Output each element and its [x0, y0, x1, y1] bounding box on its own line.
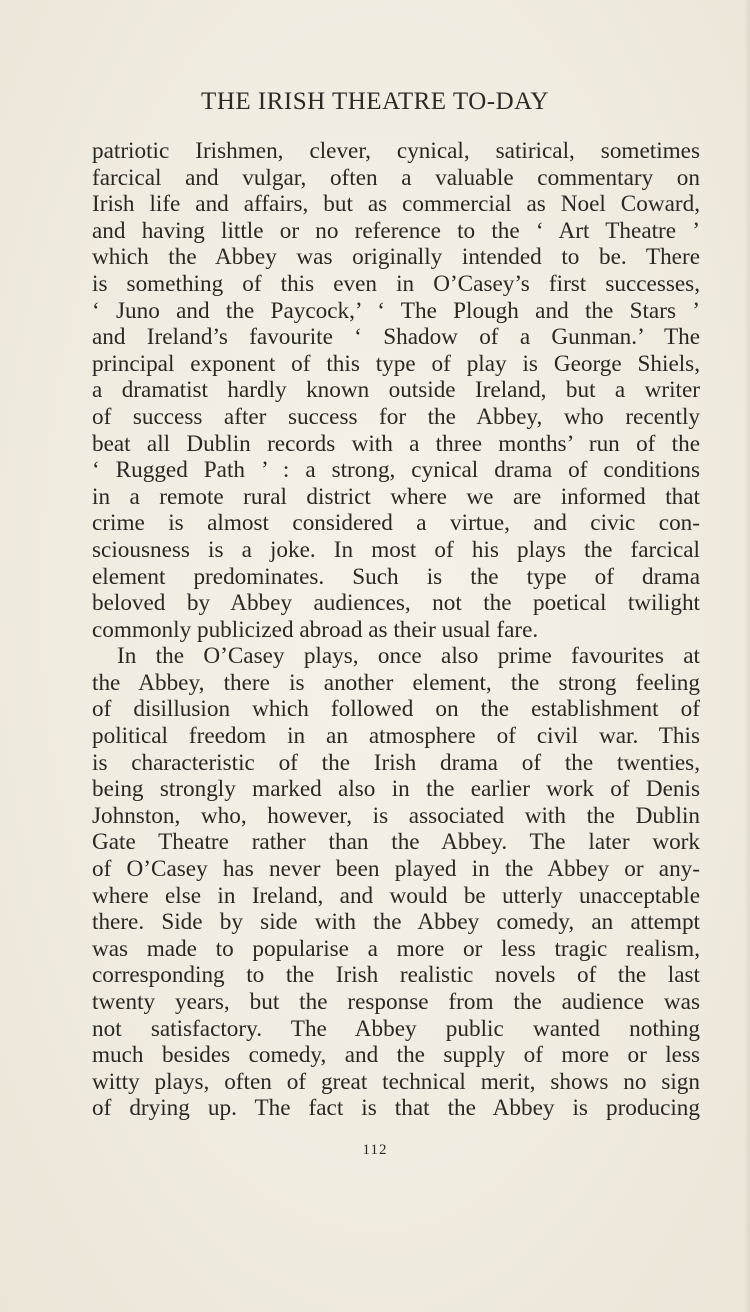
- text-line: sciousness is a joke. In most of his plays the farcical: [92, 536, 700, 563]
- text-line: and having little or no reference to the ‘ Art Theatre ’: [92, 217, 700, 244]
- text-line: a dramatist hardly known outside Ireland, but a writer: [92, 377, 700, 404]
- text-line: Irish life and affairs, but as commercial as Noel Coward,: [92, 191, 700, 218]
- text-line: there. Side by side with the Abbey comedy, an attempt: [92, 909, 700, 936]
- text-line: of O’Casey has never been played in the Abbey or any-: [92, 856, 700, 883]
- running-head: THE IRISH THEATRE TO-DAY: [201, 88, 549, 115]
- text-line: patriotic Irishmen, clever, cynical, satirical, sometimes: [92, 138, 700, 164]
- text-line: being strongly marked also in the earlier work of Denis: [92, 776, 700, 803]
- text-line: corresponding to the Irish realistic novels of the last: [92, 962, 700, 989]
- page-number: 112: [362, 1142, 388, 1158]
- text-line: much besides comedy, and the supply of more or less: [92, 1042, 700, 1069]
- text-line: not satisfactory. The Abbey public wanted nothing: [92, 1015, 700, 1042]
- paragraph-end-line: commonly publicized abroad as their usual fare.: [92, 616, 539, 643]
- text-line: ‘ Juno and the Paycock,’ ‘ The Plough and the Stars ’: [92, 297, 700, 324]
- text-line: ‘ Rugged Path ’ : a strong, cynical drama of conditions: [92, 457, 700, 484]
- text-line: the Abbey, there is another element, the strong feeling: [92, 669, 700, 696]
- text-line: of disillusion which followed on the establishment of: [92, 696, 700, 723]
- text-line: and Ireland’s favourite ‘ Shadow of a Gunman.’ The: [92, 324, 700, 351]
- text-line: which the Abbey was originally intended to be. There: [92, 244, 700, 271]
- text-line: witty plays, often of great technical merit, shows no sign: [92, 1068, 700, 1095]
- text-line: is characteristic of the Irish drama of the twenties,: [92, 749, 700, 776]
- text-line: crime is almost considered a virtue, and civic con-: [92, 510, 700, 537]
- text-line: of drying up. The fact is that the Abbey is producing: [92, 1095, 700, 1122]
- text-line: beat all Dublin records with a three months’ run of the: [92, 430, 700, 457]
- body-text: [92, 138, 700, 1122]
- text-line: where else in Ireland, and would be utterly unacceptable: [92, 882, 700, 909]
- text-line: political freedom in an atmosphere of civil war. This: [92, 723, 700, 750]
- paragraph-start-line: In the O’Casey plays, once also prime favourites at: [117, 643, 700, 670]
- text-line: beloved by Abbey audiences, not the poetical twilight: [92, 590, 700, 617]
- text-line: farcical and vulgar, often a valuable commentary on: [92, 164, 700, 191]
- text-line: is something of this even in O’Casey’s first successes,: [92, 270, 700, 297]
- text-line: was made to popularise a more or less tragic realism,: [92, 935, 700, 962]
- text-line: Gate Theatre rather than the Abbey. The later work: [92, 829, 700, 856]
- text-line: Johnston, who, however, is associated with the Dublin: [92, 802, 700, 829]
- text-line: principal exponent of this type of play is George Shiels,: [92, 350, 700, 377]
- text-line: element predominates. Such is the type of drama: [92, 563, 700, 590]
- page-edge-shadow: [744, 0, 750, 1312]
- text-line: of success after success for the Abbey, who recently: [92, 403, 700, 430]
- text-line: in a remote rural district where we are informed that: [92, 483, 700, 510]
- text-line: twenty years, but the response from the audience was: [92, 989, 700, 1015]
